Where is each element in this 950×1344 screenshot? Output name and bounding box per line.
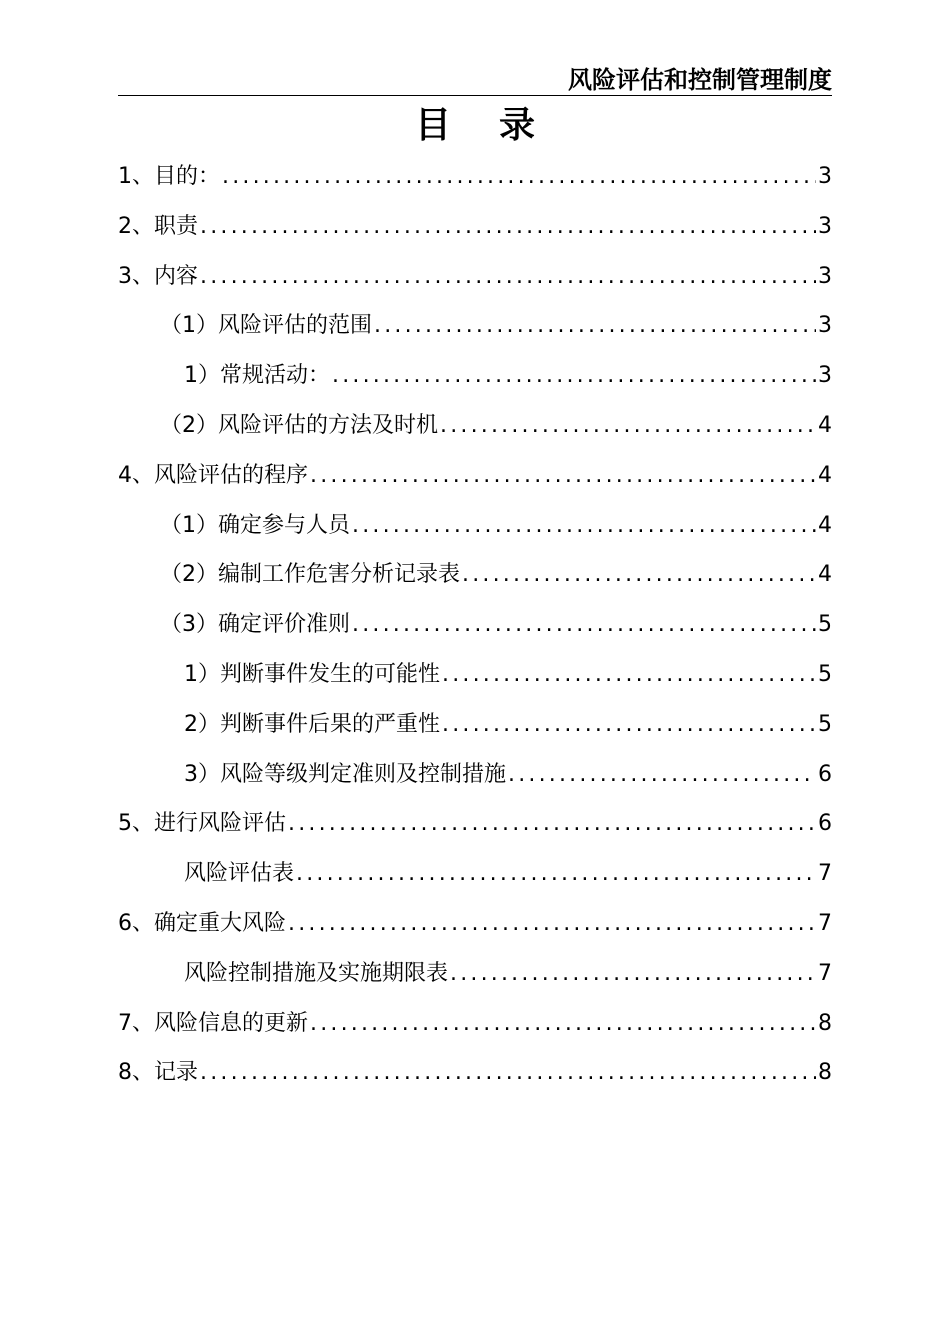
page-title: 目录 bbox=[414, 105, 583, 146]
toc-entry[interactable] bbox=[118, 451, 832, 501]
toc-dot-leader bbox=[374, 301, 816, 351]
toc-page-number: 4 bbox=[818, 512, 832, 538]
toc-entry-label: 2、职责 bbox=[118, 213, 198, 239]
toc-page-number: 7 bbox=[818, 960, 832, 986]
toc-dot-leader bbox=[222, 152, 816, 202]
toc-dot-leader bbox=[450, 949, 816, 999]
toc-entry[interactable] bbox=[118, 1048, 832, 1098]
toc-dot-leader bbox=[310, 451, 816, 501]
toc-dot-leader bbox=[296, 849, 816, 899]
toc-page-number: 3 bbox=[818, 263, 832, 289]
toc-dot-leader bbox=[332, 351, 816, 401]
toc-entry-label: （3）确定评价准则 bbox=[160, 612, 350, 638]
toc-dot-leader bbox=[462, 550, 816, 600]
toc-dot-leader bbox=[288, 799, 816, 849]
toc-entry[interactable] bbox=[118, 750, 832, 800]
toc-dot-leader bbox=[508, 750, 816, 800]
toc-dot-leader bbox=[442, 700, 816, 750]
toc-entry[interactable] bbox=[118, 401, 832, 451]
toc-entry-label: 1）常规活动： bbox=[184, 363, 330, 389]
toc-entry-label: 7、风险信息的更新 bbox=[118, 1010, 308, 1036]
toc-page-number: 5 bbox=[818, 711, 832, 737]
toc-page-number: 3 bbox=[818, 313, 832, 339]
toc-entry-label: 风险控制措施及实施期限表 bbox=[184, 960, 449, 986]
toc-entry-label: 3、内容 bbox=[118, 263, 198, 289]
toc-entry-label: （1）风险评估的范围 bbox=[160, 313, 372, 339]
toc-entry[interactable] bbox=[118, 949, 832, 999]
toc-entry-label: （2）风险评估的方法及时机 bbox=[160, 412, 438, 438]
toc-dot-leader bbox=[200, 1048, 816, 1098]
toc-dot-leader bbox=[288, 899, 816, 949]
toc-page-number: 3 bbox=[818, 363, 832, 389]
toc-page-number: 7 bbox=[818, 861, 832, 887]
toc-page-number: 4 bbox=[818, 462, 832, 488]
toc-entry[interactable] bbox=[118, 351, 832, 401]
toc-entry-label: 8、记录 bbox=[118, 1060, 198, 1086]
toc-entry-label: 6、确定重大风险 bbox=[118, 910, 286, 936]
toc-page-number: 3 bbox=[818, 213, 832, 239]
toc-entry[interactable] bbox=[118, 600, 832, 650]
toc-entry[interactable] bbox=[118, 202, 832, 252]
toc-entry[interactable] bbox=[118, 152, 832, 202]
toc-dot-leader bbox=[200, 252, 816, 302]
toc-page-number: 7 bbox=[818, 910, 832, 936]
toc-entry[interactable] bbox=[118, 849, 832, 899]
toc-entry[interactable] bbox=[118, 501, 832, 551]
table-of-contents bbox=[118, 152, 832, 1098]
toc-page-number: 6 bbox=[818, 761, 832, 787]
toc-entry[interactable] bbox=[118, 650, 832, 700]
toc-entry[interactable] bbox=[118, 899, 832, 949]
toc-entry-label: 1、目的： bbox=[118, 164, 220, 189]
toc-entry-label: 4、风险评估的程序 bbox=[118, 462, 308, 488]
toc-entry[interactable] bbox=[118, 700, 832, 750]
running-header: 风险评估和控制管理制度 bbox=[568, 66, 832, 94]
toc-page-number: 5 bbox=[818, 661, 832, 687]
toc-page-number: 8 bbox=[818, 1060, 832, 1086]
toc-entry-label: 3）风险等级判定准则及控制措施 bbox=[184, 761, 506, 787]
toc-entry[interactable] bbox=[118, 999, 832, 1049]
toc-page-number: 4 bbox=[818, 412, 832, 438]
toc-page-number: 3 bbox=[818, 164, 832, 189]
toc-entry[interactable] bbox=[118, 799, 832, 849]
toc-entry-label: （1）确定参与人员 bbox=[160, 512, 350, 538]
toc-dot-leader bbox=[352, 600, 816, 650]
toc-dot-leader bbox=[200, 202, 816, 252]
toc-entry-label: 风险评估表 bbox=[184, 861, 295, 887]
toc-entry[interactable] bbox=[118, 252, 832, 302]
toc-entry[interactable] bbox=[118, 301, 832, 351]
header-divider bbox=[118, 95, 832, 96]
toc-dot-leader bbox=[310, 999, 816, 1049]
toc-page-number: 6 bbox=[818, 811, 832, 837]
toc-entry-label: （2）编制工作危害分析记录表 bbox=[160, 562, 460, 588]
toc-page-number: 4 bbox=[818, 562, 832, 588]
toc-entry-label: 2）判断事件后果的严重性 bbox=[184, 711, 440, 737]
toc-dot-leader bbox=[352, 501, 816, 551]
toc-entry[interactable] bbox=[118, 550, 832, 600]
toc-entry-label: 5、进行风险评估 bbox=[118, 811, 286, 837]
toc-entry-label: 1）判断事件发生的可能性 bbox=[184, 661, 440, 687]
toc-dot-leader bbox=[442, 650, 816, 700]
toc-page-number: 5 bbox=[818, 612, 832, 638]
toc-dot-leader bbox=[440, 401, 816, 451]
toc-page-number: 8 bbox=[818, 1010, 832, 1036]
